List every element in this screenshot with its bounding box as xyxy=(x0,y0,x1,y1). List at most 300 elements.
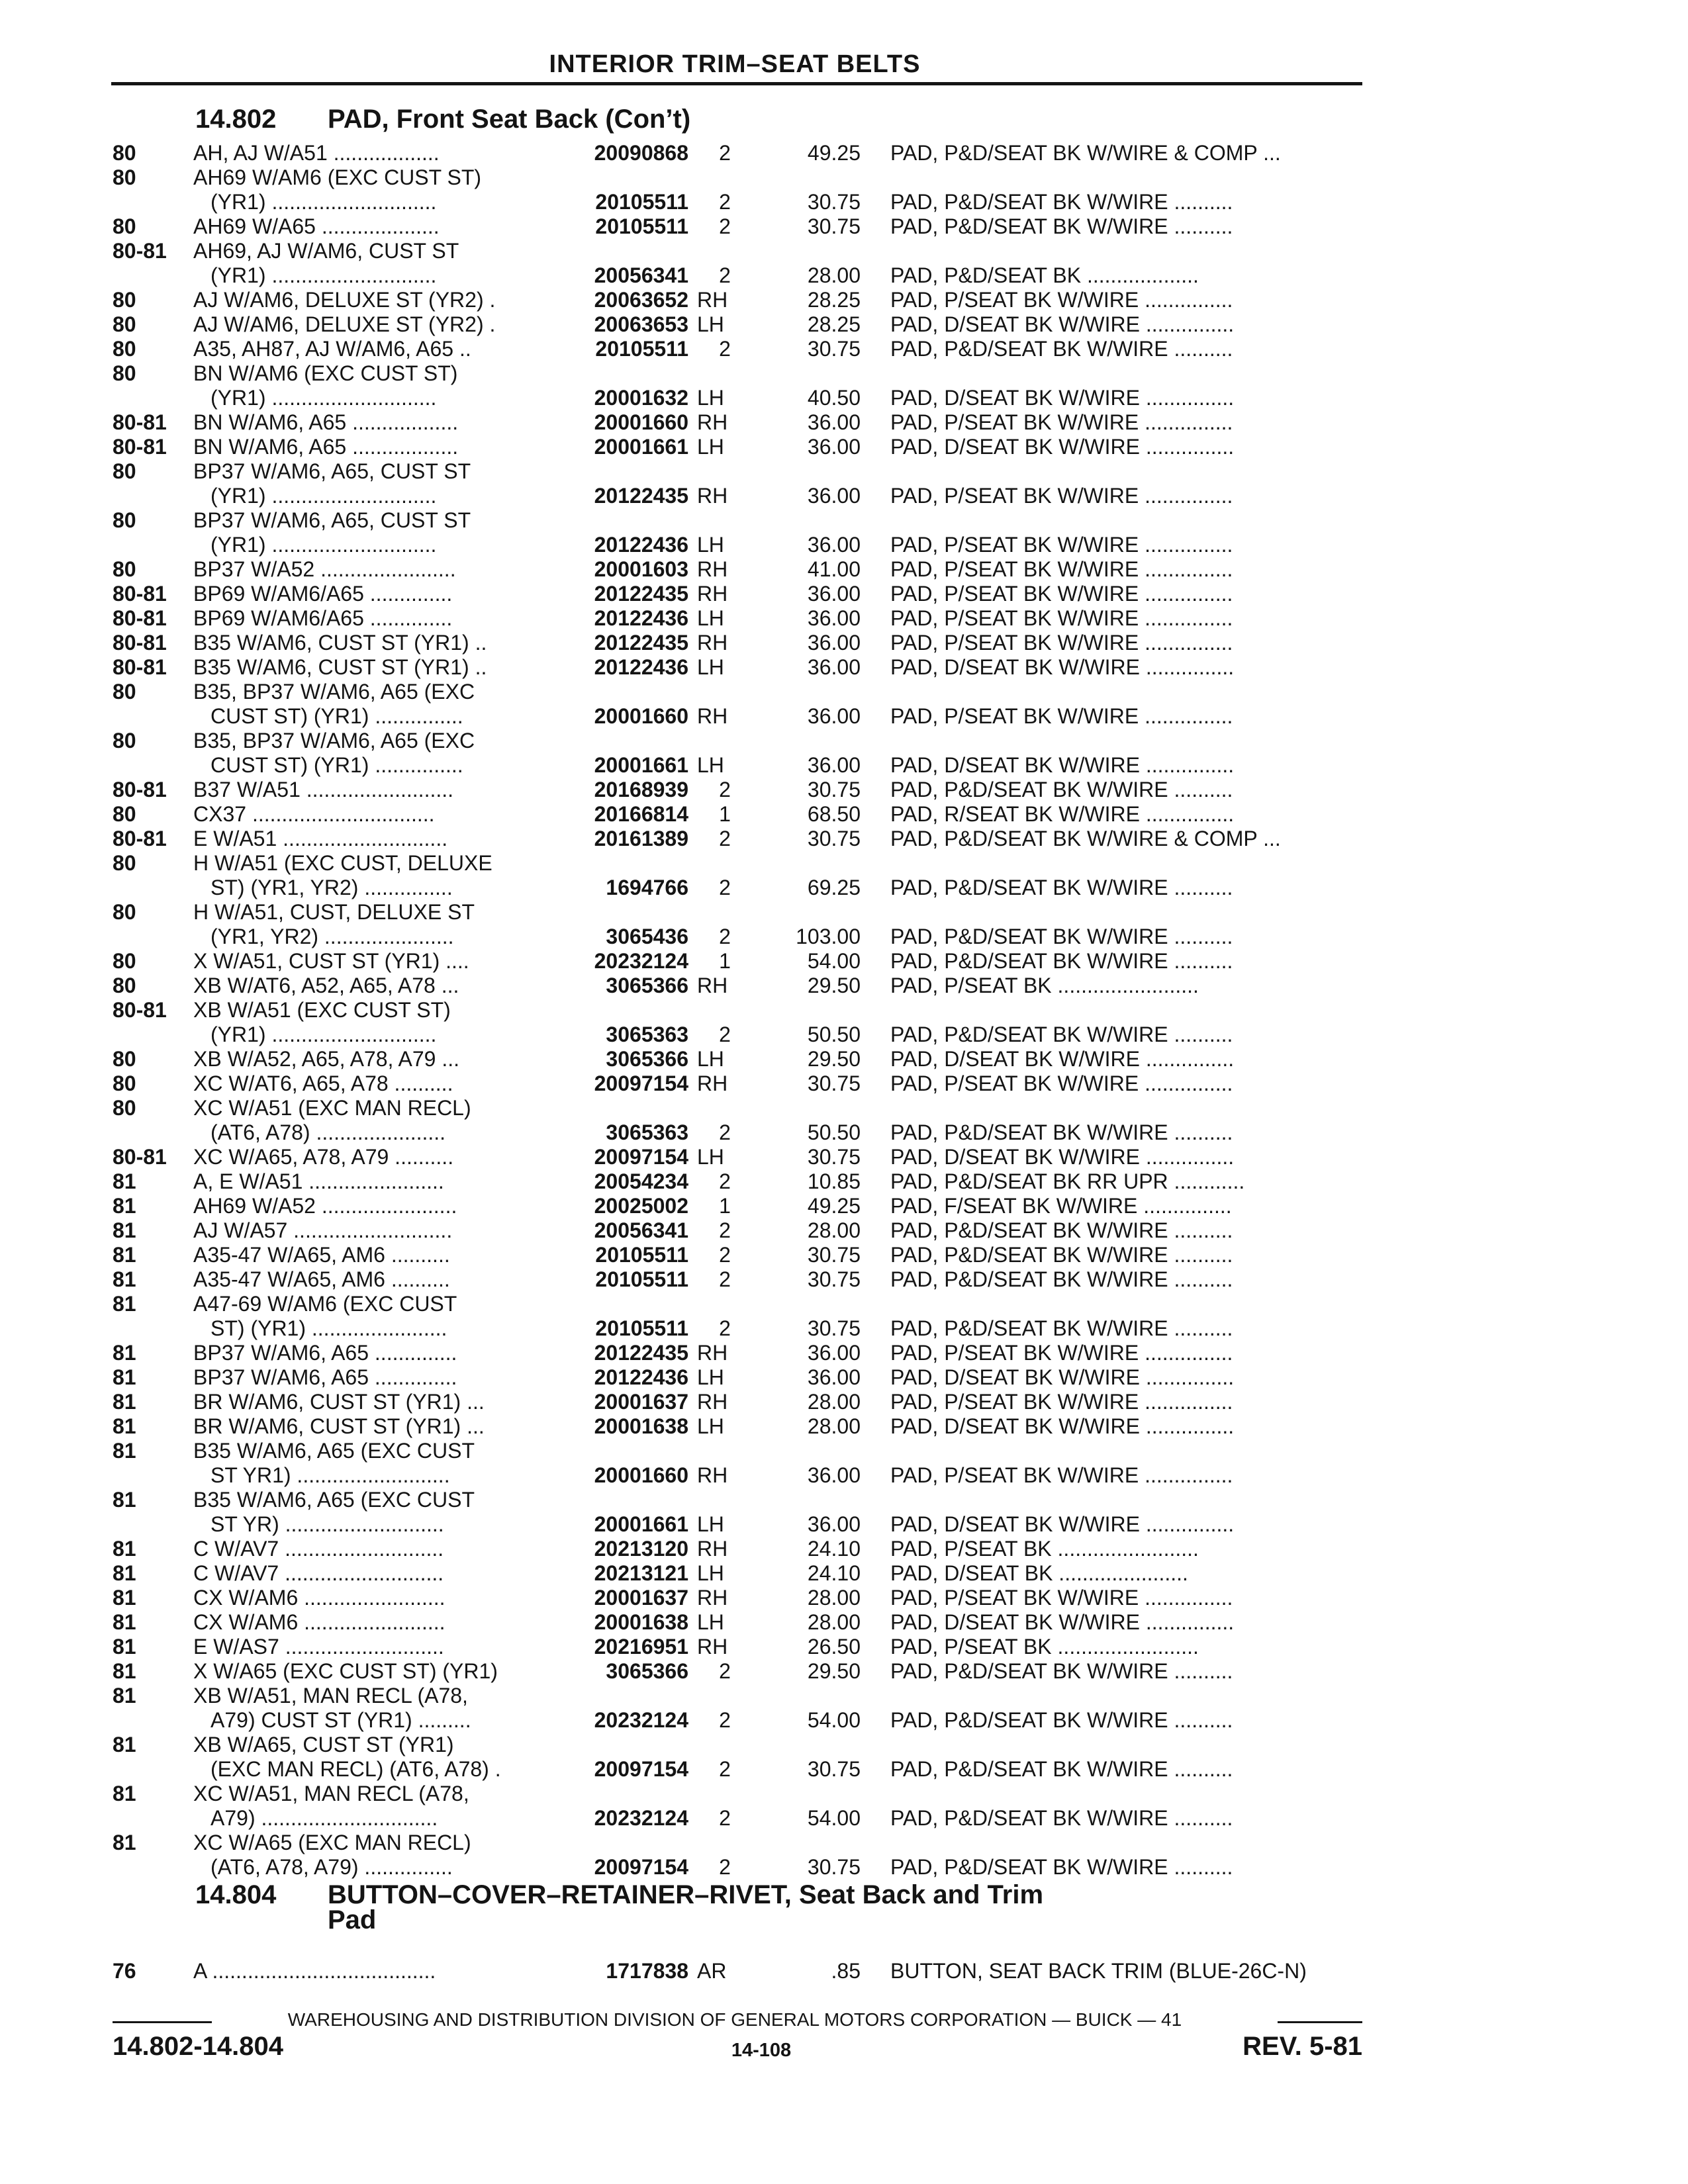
table-row xyxy=(0,1169,1688,1194)
quantity: RH xyxy=(697,704,728,728)
model-year: 81 xyxy=(113,1537,136,1561)
part-name: PAD, P/SEAT BK W/WIRE ............... xyxy=(890,410,1233,434)
part-name: PAD, D/SEAT BK W/WIRE ............... xyxy=(890,312,1235,336)
model-description: XC W/A65, A78, A79 .......... xyxy=(193,1145,454,1169)
quantity: 2 xyxy=(719,1243,731,1267)
quantity: 2 xyxy=(719,1120,731,1144)
part-number: 20001661 xyxy=(594,1512,688,1536)
list-price: 36.00 xyxy=(807,582,861,606)
model-description: CX W/AM6 ........................ xyxy=(193,1586,445,1610)
part-name: PAD, P/SEAT BK W/WIRE ............... xyxy=(890,557,1233,581)
part-name: PAD, P/SEAT BK W/WIRE ............... xyxy=(890,1390,1233,1414)
model-year: 80-81 xyxy=(113,998,167,1022)
model-description: BN W/AM6, A65 .................. xyxy=(193,410,459,434)
quantity: LH xyxy=(697,1610,724,1634)
model-description: ST) (YR1) ....................... xyxy=(211,1316,447,1340)
part-number: 20001660 xyxy=(594,1463,688,1487)
part-number: 20122436 xyxy=(594,606,688,630)
part-name: PAD, D/SEAT BK W/WIRE ............... xyxy=(890,753,1235,777)
model-description: AH69 W/A65 .................... xyxy=(193,214,440,238)
part-number: 20001637 xyxy=(594,1586,688,1610)
model-description: XC W/A51 (EXC MAN RECL) xyxy=(193,1096,471,1120)
model-description: XB W/A52, A65, A78, A79 ... xyxy=(193,1047,460,1071)
list-price: 36.00 xyxy=(807,410,861,434)
footer-page-number: 14-108 xyxy=(731,2040,792,2061)
list-price: 36.00 xyxy=(807,1365,861,1389)
model-year: 81 xyxy=(113,1733,136,1756)
model-description: XC W/A51, MAN RECL (A78, xyxy=(193,1782,469,1805)
model-year: 80-81 xyxy=(113,778,167,801)
part-number: 20122435 xyxy=(594,631,688,655)
model-year: 76 xyxy=(113,1959,136,1983)
list-price: 30.75 xyxy=(807,1145,861,1169)
part-name: PAD, P&D/SEAT BK ................... xyxy=(890,263,1199,287)
model-description: XC W/AT6, A65, A78 .......... xyxy=(193,1071,453,1095)
table-row xyxy=(0,1831,1688,1855)
table-row xyxy=(0,1586,1688,1610)
model-description: CX37 ............................... xyxy=(193,802,435,826)
part-name: PAD, P/SEAT BK W/WIRE ............... xyxy=(890,1586,1233,1610)
quantity: 2 xyxy=(719,263,731,287)
model-year: 81 xyxy=(113,1561,136,1585)
model-description: A35, AH87, AJ W/AM6, A65 .. xyxy=(193,337,471,361)
model-year: 81 xyxy=(113,1782,136,1805)
section-title: BUTTON–COVER–RETAINER–RIVET, Seat Back and Trim xyxy=(328,1880,1044,1909)
table-row xyxy=(0,1071,1688,1096)
quantity: 2 xyxy=(719,925,731,948)
quantity: RH xyxy=(697,288,728,312)
table-row xyxy=(0,1365,1688,1390)
table-row xyxy=(0,1023,1688,1047)
quantity: 2 xyxy=(719,1659,731,1683)
list-price: 36.00 xyxy=(807,753,861,777)
part-name: PAD, F/SEAT BK W/WIRE ............... xyxy=(890,1194,1232,1218)
list-price: 30.75 xyxy=(807,337,861,361)
model-year: 80 xyxy=(113,141,136,165)
quantity: 2 xyxy=(719,1708,731,1732)
model-year: 81 xyxy=(113,1365,136,1389)
model-description: X W/A51, CUST ST (YR1) .... xyxy=(193,949,469,973)
quantity: LH xyxy=(697,533,724,557)
list-price: 36.00 xyxy=(807,533,861,557)
model-description: CUST ST) (YR1) ............... xyxy=(211,753,463,777)
part-number: 20232124 xyxy=(594,949,688,973)
table-row xyxy=(0,141,1688,165)
table-row xyxy=(0,1292,1688,1316)
table-row xyxy=(0,1267,1688,1292)
list-price: 29.50 xyxy=(807,1047,861,1071)
model-description: BP69 W/AM6/A65 .............. xyxy=(193,582,453,606)
model-year: 80 xyxy=(113,802,136,826)
model-description: E W/A51 ............................ xyxy=(193,827,448,850)
model-description: AJ W/A57 ........................... xyxy=(193,1218,453,1242)
list-price: 50.50 xyxy=(807,1120,861,1144)
model-description: A79) CUST ST (YR1) ......... xyxy=(211,1708,471,1732)
model-year: 80-81 xyxy=(113,435,167,459)
table-row xyxy=(0,1855,1688,1880)
list-price: 28.00 xyxy=(807,1218,861,1242)
quantity: RH xyxy=(697,1586,728,1610)
part-number: 20122436 xyxy=(594,533,688,557)
list-price: 10.85 xyxy=(807,1169,861,1193)
part-name: PAD, P&D/SEAT BK W/WIRE & COMP ... xyxy=(890,141,1281,165)
table-row xyxy=(0,802,1688,827)
quantity: 2 xyxy=(719,1806,731,1830)
part-number: 20213121 xyxy=(594,1561,688,1585)
model-description: A ...................................... xyxy=(193,1959,436,1983)
list-price: .85 xyxy=(831,1959,861,1983)
model-description: B35, BP37 W/AM6, A65 (EXC xyxy=(193,729,475,752)
table-row xyxy=(0,214,1688,239)
footer-rule-left xyxy=(113,2021,212,2023)
list-price: 54.00 xyxy=(807,1806,861,1830)
list-price: 36.00 xyxy=(807,1463,861,1487)
model-description: (AT6, A78) ...................... xyxy=(211,1120,446,1144)
model-year: 80 xyxy=(113,680,136,704)
model-description: XB W/A51 (EXC CUST ST) xyxy=(193,998,451,1022)
list-price: 28.00 xyxy=(807,1414,861,1438)
quantity: 2 xyxy=(719,1218,731,1242)
part-number: 20122436 xyxy=(594,1365,688,1389)
model-description: C W/AV7 ........................... xyxy=(193,1537,444,1561)
table-row xyxy=(0,1488,1688,1512)
model-year: 80 xyxy=(113,459,136,483)
quantity: RH xyxy=(697,410,728,434)
model-year: 80 xyxy=(113,900,136,924)
part-number: 20105511 xyxy=(595,1316,688,1340)
list-price: 29.50 xyxy=(807,1659,861,1683)
part-number: 20122435 xyxy=(594,484,688,508)
part-number: 1717838 xyxy=(606,1959,688,1983)
model-year: 80 xyxy=(113,1096,136,1120)
part-number: 3065363 xyxy=(606,1120,688,1144)
table-row xyxy=(0,1463,1688,1488)
part-number: 3065366 xyxy=(606,1659,688,1683)
list-price: 30.75 xyxy=(807,1316,861,1340)
part-number: 20097154 xyxy=(594,1145,688,1169)
model-description: C W/AV7 ........................... xyxy=(193,1561,444,1585)
model-description: (YR1) ............................ xyxy=(211,533,437,557)
list-price: 36.00 xyxy=(807,1512,861,1536)
list-price: 41.00 xyxy=(807,557,861,581)
list-price: 28.25 xyxy=(807,288,861,312)
model-description: A35-47 W/A65, AM6 .......... xyxy=(193,1243,450,1267)
list-price: 68.50 xyxy=(807,802,861,826)
quantity: 2 xyxy=(719,1267,731,1291)
model-year: 81 xyxy=(113,1341,136,1365)
section-number: 14.802 xyxy=(195,105,277,134)
model-description: (YR1, YR2) ...................... xyxy=(211,925,454,948)
part-name: PAD, D/SEAT BK W/WIRE ............... xyxy=(890,655,1235,679)
part-number: 20122435 xyxy=(594,582,688,606)
table-row xyxy=(0,925,1688,949)
quantity: RH xyxy=(697,1071,728,1095)
section-title: PAD, Front Seat Back (Con’t) xyxy=(328,105,691,134)
model-description: AJ W/AM6, DELUXE ST (YR2) . xyxy=(193,312,496,336)
table-row xyxy=(0,1512,1688,1537)
model-year: 81 xyxy=(113,1243,136,1267)
model-year: 81 xyxy=(113,1635,136,1659)
quantity: 1 xyxy=(719,802,731,826)
model-year: 80 xyxy=(113,361,136,385)
quantity: 2 xyxy=(719,876,731,899)
list-price: 30.75 xyxy=(807,1267,861,1291)
table-row xyxy=(0,876,1688,900)
part-number: 20001638 xyxy=(594,1414,688,1438)
list-price: 40.50 xyxy=(807,386,861,410)
part-name: PAD, P/SEAT BK W/WIRE ............... xyxy=(890,1463,1233,1487)
quantity: LH xyxy=(697,435,724,459)
list-price: 26.50 xyxy=(807,1635,861,1659)
part-number: 20056341 xyxy=(594,263,688,287)
part-name: PAD, D/SEAT BK W/WIRE ............... xyxy=(890,1414,1235,1438)
quantity: 1 xyxy=(719,1194,731,1218)
model-description: (YR1) ............................ xyxy=(211,1023,437,1046)
quantity: RH xyxy=(697,1635,728,1659)
list-price: 36.00 xyxy=(807,435,861,459)
quantity: RH xyxy=(697,631,728,655)
model-description: XC W/A65 (EXC MAN RECL) xyxy=(193,1831,471,1854)
part-name: PAD, P&D/SEAT BK W/WIRE .......... xyxy=(890,1316,1233,1340)
list-price: 49.25 xyxy=(807,1194,861,1218)
part-name: PAD, D/SEAT BK ...................... xyxy=(890,1561,1188,1585)
model-description: BP37 W/AM6, A65 .............. xyxy=(193,1365,457,1389)
list-price: 54.00 xyxy=(807,949,861,973)
part-number: 20063653 xyxy=(594,312,688,336)
part-number: 1694766 xyxy=(606,876,688,899)
model-year: 81 xyxy=(113,1194,136,1218)
list-price: 24.10 xyxy=(807,1561,861,1585)
quantity: LH xyxy=(697,1512,724,1536)
model-description: BN W/AM6 (EXC CUST ST) xyxy=(193,361,458,385)
list-price: 28.25 xyxy=(807,312,861,336)
part-name: PAD, P&D/SEAT BK W/WIRE .......... xyxy=(890,778,1233,801)
part-name: PAD, D/SEAT BK W/WIRE ............... xyxy=(890,1512,1235,1536)
model-year: 80-81 xyxy=(113,606,167,630)
model-year: 81 xyxy=(113,1218,136,1242)
part-name: PAD, P&D/SEAT BK W/WIRE .......... xyxy=(890,214,1233,238)
part-number: 20232124 xyxy=(594,1708,688,1732)
table-row xyxy=(0,729,1688,753)
part-name: PAD, D/SEAT BK W/WIRE ............... xyxy=(890,386,1235,410)
footer-division: WAREHOUSING AND DISTRIBUTION DIVISION OF GENERAL MOTORS CORPORATION — BUICK — 41 xyxy=(287,2009,1182,2030)
part-number: 20001637 xyxy=(594,1390,688,1414)
model-description: H W/A51 (EXC CUST, DELUXE xyxy=(193,851,492,875)
part-number: 20122436 xyxy=(594,655,688,679)
part-number: 20054234 xyxy=(594,1169,688,1193)
quantity: 2 xyxy=(719,1316,731,1340)
quantity: RH xyxy=(697,1463,728,1487)
part-name: PAD, P/SEAT BK W/WIRE ............... xyxy=(890,1071,1233,1095)
list-price: 36.00 xyxy=(807,1341,861,1365)
footer-revision: REV. 5-81 xyxy=(1243,2032,1362,2061)
table-row xyxy=(0,165,1688,190)
quantity: 2 xyxy=(719,337,731,361)
table-row xyxy=(0,851,1688,876)
part-number: 3065436 xyxy=(606,925,688,948)
model-description: (AT6, A78, A79) ............... xyxy=(211,1855,453,1879)
quantity: LH xyxy=(697,1414,724,1438)
list-price: 49.25 xyxy=(807,141,861,165)
quantity: LH xyxy=(697,606,724,630)
table-row xyxy=(0,361,1688,386)
part-number: 20161389 xyxy=(594,827,688,850)
list-price: 30.75 xyxy=(807,1243,861,1267)
part-name: PAD, P/SEAT BK ........................ xyxy=(890,974,1199,997)
model-description: BR W/AM6, CUST ST (YR1) ... xyxy=(193,1390,485,1414)
part-number: 20168939 xyxy=(594,778,688,801)
part-name: PAD, P&D/SEAT BK W/WIRE .......... xyxy=(890,1659,1233,1683)
model-year: 80 xyxy=(113,1071,136,1095)
model-description: AH69 W/AM6 (EXC CUST ST) xyxy=(193,165,482,189)
table-row xyxy=(0,557,1688,582)
part-number: 20105511 xyxy=(595,1267,688,1291)
table-row xyxy=(0,1610,1688,1635)
quantity: LH xyxy=(697,1047,724,1071)
model-description: (YR1) ............................ xyxy=(211,263,437,287)
part-number: 20213120 xyxy=(594,1537,688,1561)
model-year: 80 xyxy=(113,312,136,336)
model-year: 80 xyxy=(113,1047,136,1071)
quantity: AR xyxy=(697,1959,727,1983)
part-number: 20001661 xyxy=(594,435,688,459)
part-name: PAD, P&D/SEAT BK W/WIRE .......... xyxy=(890,190,1233,214)
quantity: 2 xyxy=(719,190,731,214)
table-row xyxy=(0,1782,1688,1806)
list-price: 28.00 xyxy=(807,263,861,287)
list-price: 103.00 xyxy=(796,925,861,948)
table-row xyxy=(0,1561,1688,1586)
part-name: PAD, P/SEAT BK W/WIRE ............... xyxy=(890,704,1233,728)
quantity: RH xyxy=(697,974,728,997)
part-name: PAD, P&D/SEAT BK W/WIRE .......... xyxy=(890,1855,1233,1879)
list-price: 36.00 xyxy=(807,631,861,655)
table-row xyxy=(0,1757,1688,1782)
part-name: PAD, P&D/SEAT BK W/WIRE .......... xyxy=(890,1243,1233,1267)
quantity: 1 xyxy=(719,949,731,973)
table-row xyxy=(0,827,1688,851)
model-year: 80-81 xyxy=(113,827,167,850)
part-number: 20105511 xyxy=(595,214,688,238)
model-description: A47-69 W/AM6 (EXC CUST xyxy=(193,1292,457,1316)
model-description: H W/A51, CUST, DELUXE ST xyxy=(193,900,475,924)
quantity: RH xyxy=(697,582,728,606)
part-name: PAD, P&D/SEAT BK W/WIRE .......... xyxy=(890,925,1233,948)
model-year: 81 xyxy=(113,1659,136,1683)
table-row xyxy=(0,753,1688,778)
list-price: 30.75 xyxy=(807,1757,861,1781)
model-year: 80 xyxy=(113,729,136,752)
part-number: 20097154 xyxy=(594,1757,688,1781)
part-number: 3065363 xyxy=(606,1023,688,1046)
model-description: A79) .............................. xyxy=(211,1806,438,1830)
table-row xyxy=(0,1439,1688,1463)
quantity: RH xyxy=(697,1341,728,1365)
part-number: 20232124 xyxy=(594,1806,688,1830)
model-year: 81 xyxy=(113,1610,136,1634)
part-name: PAD, P/SEAT BK ........................ xyxy=(890,1635,1199,1659)
model-description: (YR1) ............................ xyxy=(211,386,437,410)
table-row xyxy=(0,606,1688,631)
footer-rule-right xyxy=(1278,2021,1362,2023)
part-name: PAD, P&D/SEAT BK W/WIRE .......... xyxy=(890,1757,1233,1781)
footer-section-range: 14.802-14.804 xyxy=(113,2032,284,2061)
model-year: 81 xyxy=(113,1414,136,1438)
list-price: 29.50 xyxy=(807,974,861,997)
quantity: RH xyxy=(697,484,728,508)
part-name: PAD, P/SEAT BK W/WIRE ............... xyxy=(890,582,1233,606)
model-description: XB W/AT6, A52, A65, A78 ... xyxy=(193,974,459,997)
part-name: PAD, R/SEAT BK W/WIRE ............... xyxy=(890,802,1235,826)
list-price: 30.75 xyxy=(807,827,861,850)
table-row xyxy=(0,974,1688,998)
part-name: PAD, D/SEAT BK W/WIRE ............... xyxy=(890,1145,1235,1169)
part-number: 20001632 xyxy=(594,386,688,410)
quantity: LH xyxy=(697,1561,724,1585)
model-year: 80 xyxy=(113,557,136,581)
table-row xyxy=(0,900,1688,925)
table-row xyxy=(0,1194,1688,1218)
table-row xyxy=(0,582,1688,606)
model-year: 80-81 xyxy=(113,239,167,263)
list-price: 36.00 xyxy=(807,606,861,630)
quantity: RH xyxy=(697,1390,728,1414)
list-price: 69.25 xyxy=(807,876,861,899)
part-number: 20122435 xyxy=(594,1341,688,1365)
part-name: BUTTON, SEAT BACK TRIM (BLUE-26C-N) xyxy=(890,1959,1307,1983)
table-row xyxy=(0,1096,1688,1120)
table-row xyxy=(0,998,1688,1023)
part-name: PAD, P&D/SEAT BK W/WIRE .......... xyxy=(890,1120,1233,1144)
part-number: 20001638 xyxy=(594,1610,688,1634)
model-year: 80-81 xyxy=(113,631,167,655)
table-row xyxy=(0,484,1688,508)
part-name: PAD, P/SEAT BK W/WIRE ............... xyxy=(890,631,1233,655)
part-number: 20063652 xyxy=(594,288,688,312)
part-number: 20001603 xyxy=(594,557,688,581)
list-price: 30.75 xyxy=(807,190,861,214)
part-name: PAD, P/SEAT BK W/WIRE ............... xyxy=(890,484,1233,508)
list-price: 54.00 xyxy=(807,1708,861,1732)
table-row xyxy=(0,1684,1688,1708)
model-year: 81 xyxy=(113,1292,136,1316)
list-price: 30.75 xyxy=(807,214,861,238)
model-year: 80 xyxy=(113,288,136,312)
model-description: BP37 W/AM6, A65, CUST ST xyxy=(193,508,471,532)
model-description: BN W/AM6, A65 .................. xyxy=(193,435,459,459)
model-description: A35-47 W/A65, AM6 .......... xyxy=(193,1267,450,1291)
model-year: 81 xyxy=(113,1267,136,1291)
part-number: 20105511 xyxy=(595,1243,688,1267)
header-rule xyxy=(111,82,1362,85)
table-row xyxy=(0,1537,1688,1561)
table-row xyxy=(0,435,1688,459)
model-description: ST YR1) .......................... xyxy=(211,1463,450,1487)
table-row xyxy=(0,1806,1688,1831)
part-name: PAD, D/SEAT BK W/WIRE ............... xyxy=(890,1610,1235,1634)
model-year: 80-81 xyxy=(113,655,167,679)
model-year: 81 xyxy=(113,1390,136,1414)
table-row xyxy=(0,312,1688,337)
quantity: 2 xyxy=(719,1757,731,1781)
part-name: PAD, P&D/SEAT BK W/WIRE .......... xyxy=(890,1267,1233,1291)
model-year: 81 xyxy=(113,1439,136,1463)
table-row xyxy=(0,337,1688,361)
part-number: 20001660 xyxy=(594,410,688,434)
model-year: 81 xyxy=(113,1831,136,1854)
part-name: PAD, P&D/SEAT BK W/WIRE .......... xyxy=(890,1806,1233,1830)
model-description: BP37 W/AM6, A65 .............. xyxy=(193,1341,457,1365)
